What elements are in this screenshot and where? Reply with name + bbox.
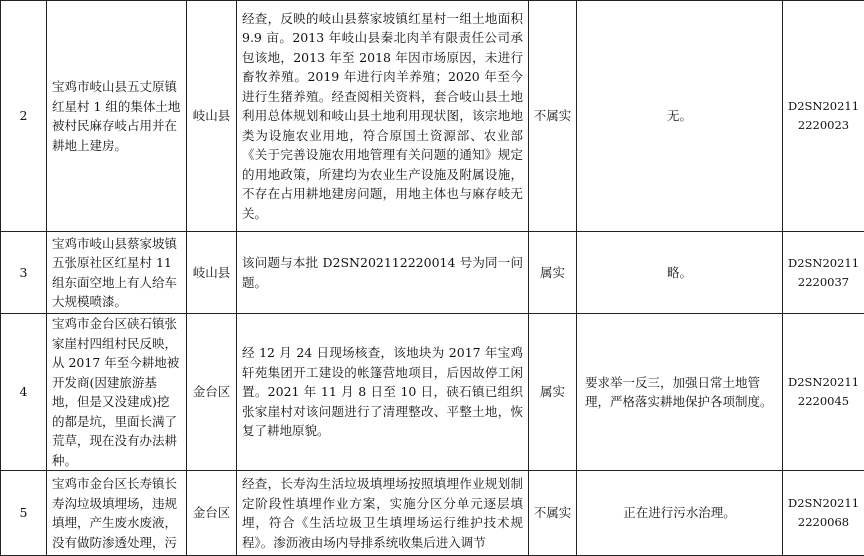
investigation-detail: 经查，反映的岐山县蔡家坡镇红星村一组土地面积 9.9 亩。2013 年岐山县秦北肉羊有限责任公司承包该地，2013 年至 2018 年因市场原因，未进行畜牧养殖。2019 年进行肉羊养殖；2020 年至今进行生猪养殖。经查阅相关资料，套合岐山县土地利用总体规划和岐山县土地利用现状图，该宗地地类为设施农业用地，符合原国土资源部、农业部《关于完善设施农用地管理有关问题的通知》规定的用地政策，所建均为农业生产设施及附属设施，不存在占用耕地建房问题，用地主体也与麻存岐无关。 xyxy=(237,1,529,232)
row-number: 2 xyxy=(1,1,47,232)
issue-text: 宝鸡市岐山县五丈原镇红星村 1 组的集体土地被村民麻存岐占用并在耕地上建房。 xyxy=(47,1,187,232)
case-code: D2SN202112220045 xyxy=(783,314,864,471)
action-cell: 正在进行污水治理。 xyxy=(577,471,783,556)
verdict-cell: 属实 xyxy=(529,314,577,471)
issue-text: 宝鸡市金台区硖石镇张家崖村四组村民反映，从 2017 年至今耕地被开发商(因建旅游基地，但是又没建成)挖的都是坑，里面长满了荒草，现在没有办法耕种。 xyxy=(47,314,187,471)
issue-text: 宝鸡市金台区长寿镇长寿沟垃圾填埋场，违规填埋，产生废水废液，没有做防渗透处理，污 xyxy=(47,471,187,556)
investigation-detail: 该问题与本批 D2SN202112220014 号为同一问题。 xyxy=(237,232,529,314)
issue-text: 宝鸡市岐山县蔡家坡镇五张原社区红星村 11 组东面空地上有人给车大规模喷漆。 xyxy=(47,232,187,314)
action-cell: 无。 xyxy=(577,1,783,232)
county-cell: 金台区 xyxy=(187,314,237,471)
case-code: D2SN202112220023 xyxy=(783,1,864,232)
verdict-cell: 不属实 xyxy=(529,471,577,556)
county-cell: 金台区 xyxy=(187,471,237,556)
table-row xyxy=(1,471,864,556)
county-cell: 岐山县 xyxy=(187,232,237,314)
row-number: 3 xyxy=(1,232,47,314)
action-cell: 要求举一反三，加强日常土地管理，严格落实耕地保护各项制度。 xyxy=(577,314,783,471)
table-row xyxy=(1,1,864,232)
table-row xyxy=(1,232,864,314)
case-code: D2SN202112220037 xyxy=(783,232,864,314)
county-cell: 岐山县 xyxy=(187,1,237,232)
action-cell: 略。 xyxy=(577,232,783,314)
investigation-detail: 经查，长寿沟生活垃圾填埋场按照填埋作业规划制定阶段性填埋作业方案，实施分区分单元逐层填埋，符合《生活垃圾卫生填埋场运行维护技术规程》。渗沥液由场内导排系统收集后进入调节 xyxy=(237,471,529,556)
table-row xyxy=(1,314,864,471)
verdict-cell: 不属实 xyxy=(529,1,577,232)
investigation-detail: 经 12 月 24 日现场核查，该地块为 2017 年宝鸡轩苑集团开工建设的帐篷营地项目，后因故停工闲置。2021 年 11 月 8 日至 10 日，硖石镇已组织张家崖村对该问题进行了清理整改、平整土地，恢复了耕地原貌。 xyxy=(237,314,529,471)
verdict-cell: 属实 xyxy=(529,232,577,314)
row-number: 4 xyxy=(1,314,47,471)
row-number: 5 xyxy=(1,471,47,556)
case-code: D2SN202112220068 xyxy=(783,471,864,556)
